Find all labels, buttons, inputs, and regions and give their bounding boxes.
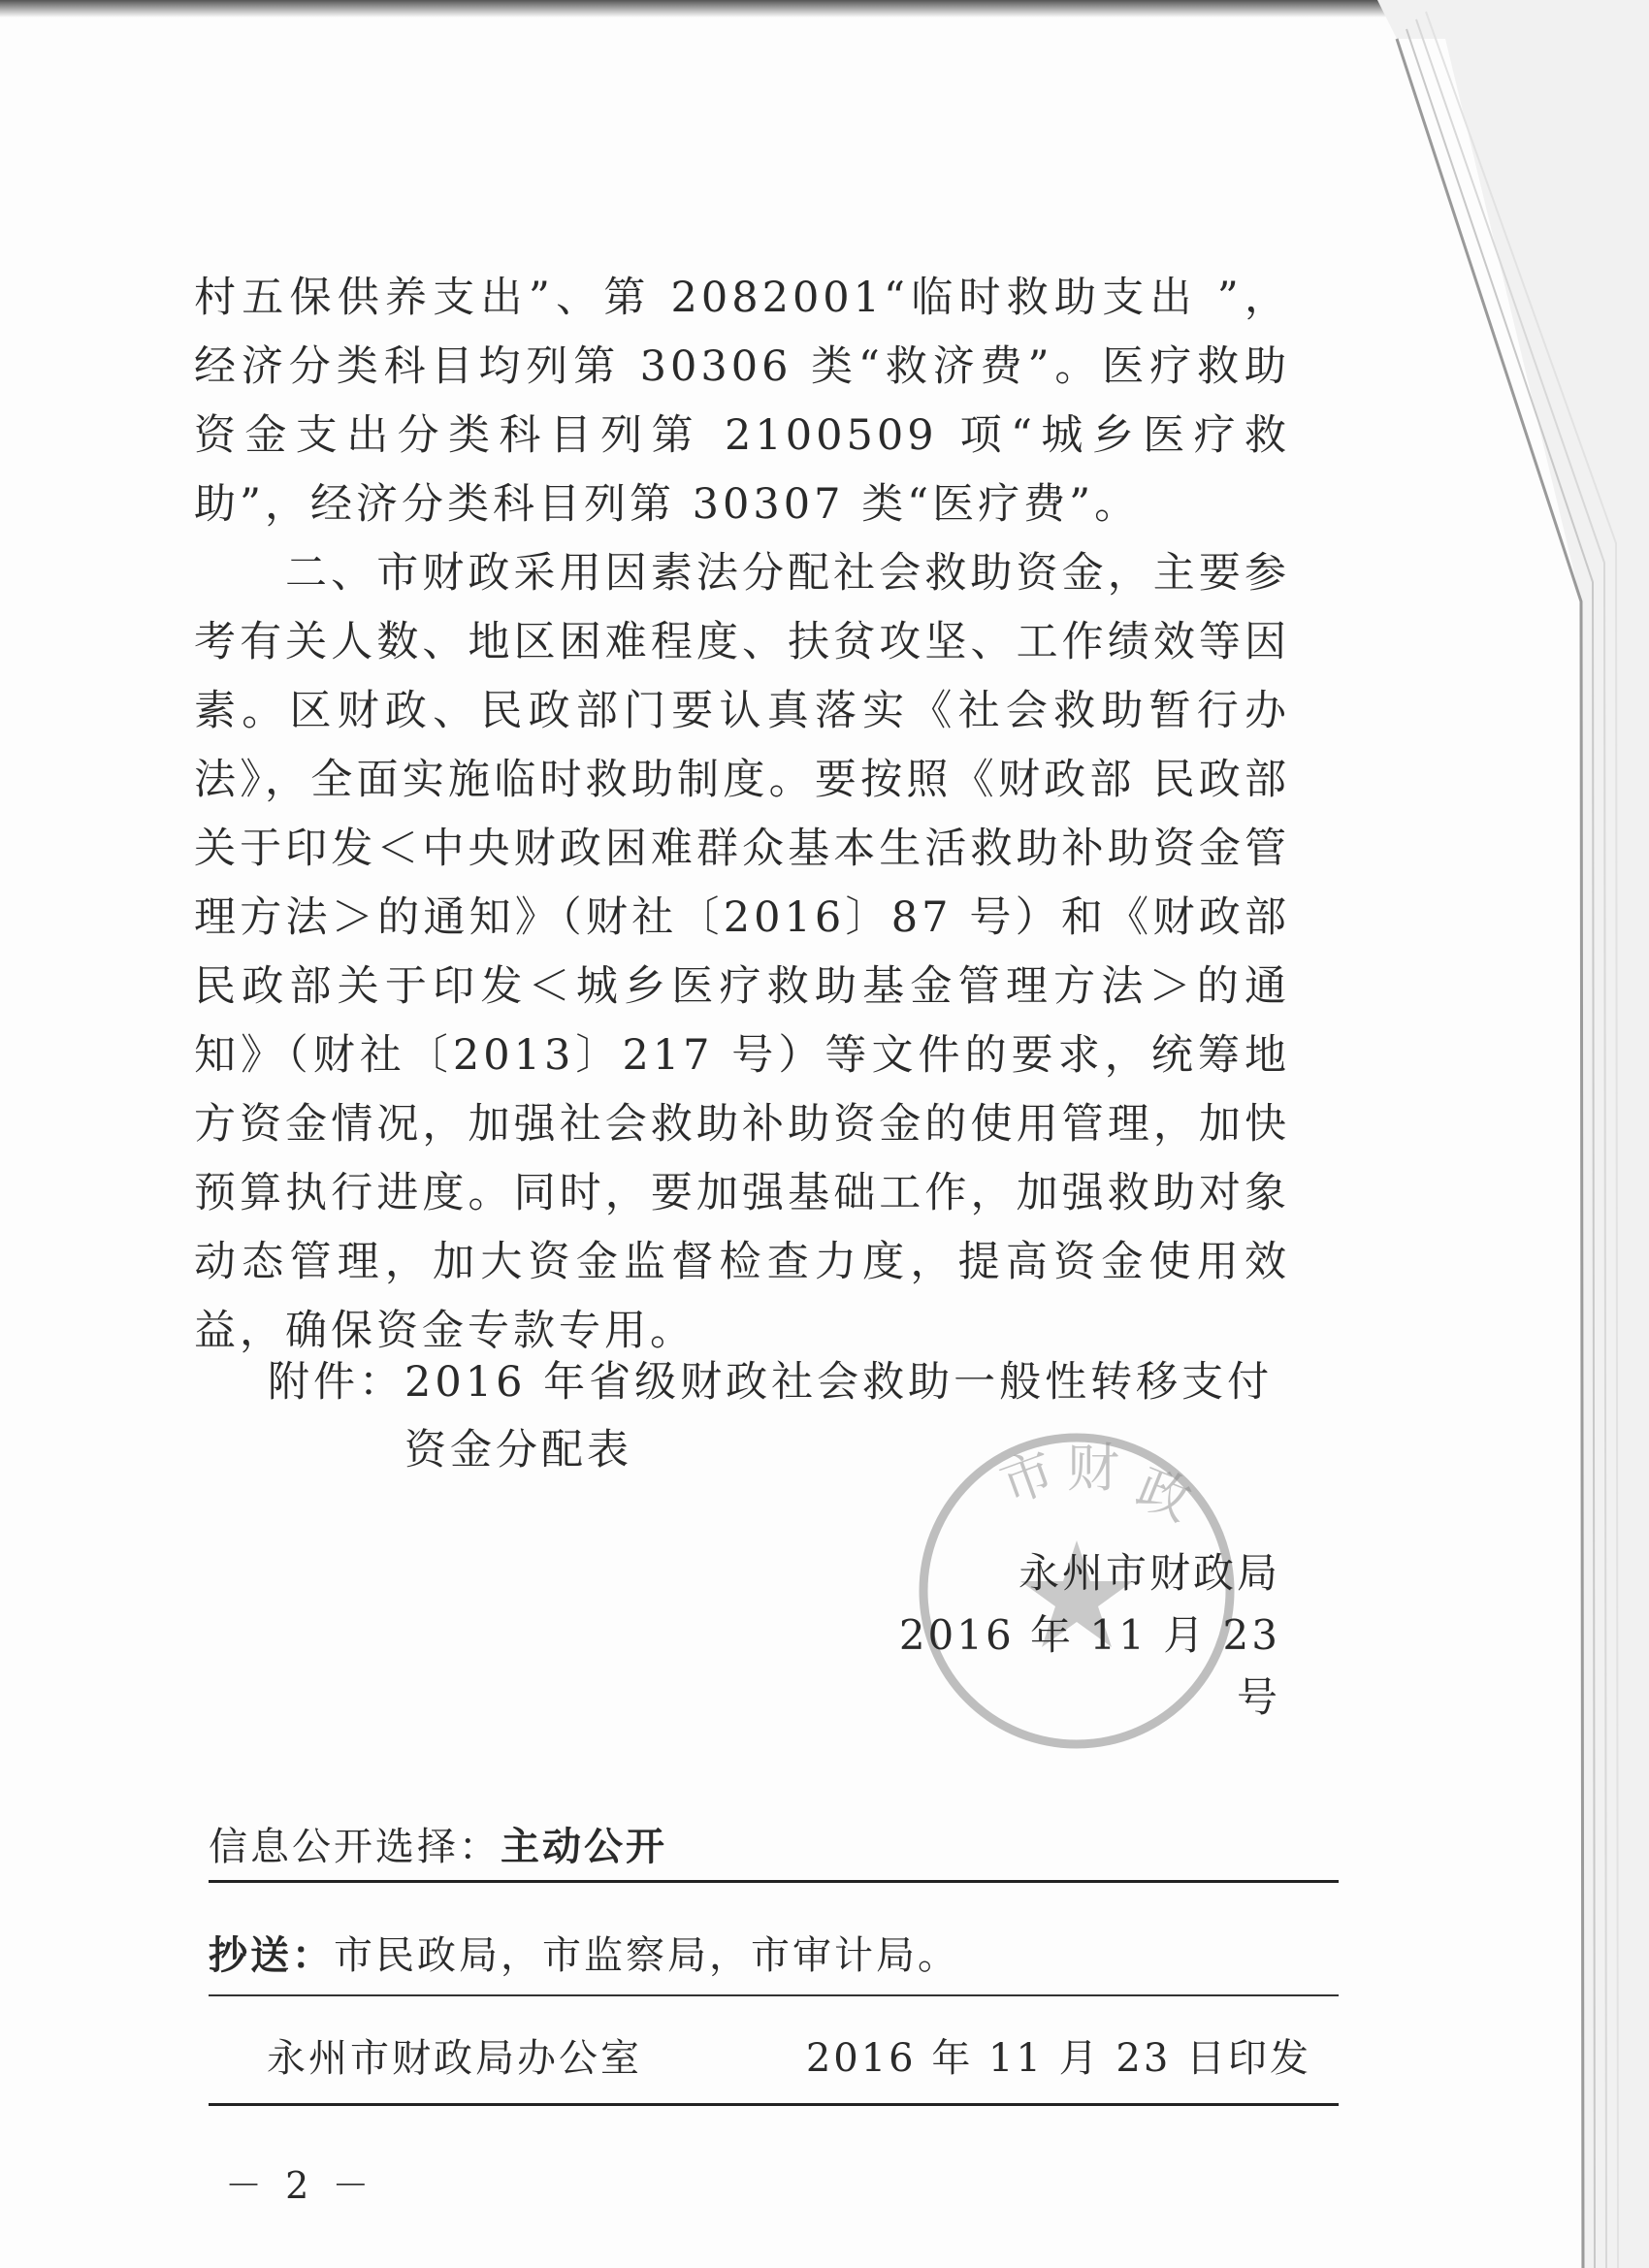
signature-organization: 永州市财政局 — [1018, 1549, 1280, 1597]
disclosure-line — [209, 1816, 1339, 1871]
scan-top-edge — [0, 0, 1649, 17]
cc-label: 抄送： — [209, 1932, 334, 1978]
page-number: － 2 － — [225, 2164, 375, 2207]
issue-date: 2016 年 11 月 23 日印发 — [805, 2036, 1311, 2081]
disclosure-value: 主动公开 — [501, 1824, 667, 1869]
svg-text:财: 财 — [1067, 1438, 1119, 1499]
cc-line — [209, 1925, 1339, 1980]
cc-recipients: 市民政局，市监察局，市审计局。 — [334, 1933, 959, 1978]
attachment-label: 附件： — [268, 1358, 404, 1407]
signature-date: 2016 年 11 月 23 号 — [898, 1611, 1280, 1721]
issuer-line — [209, 2027, 1339, 2083]
footer-rule-bottom — [209, 2103, 1339, 2106]
issuer-office: 永州市财政局办公室 — [267, 2036, 642, 2081]
body-text — [194, 264, 1290, 1366]
svg-text:市: 市 — [991, 1440, 1063, 1516]
footer-rule-top — [209, 1880, 1339, 1883]
attachment-title: 2016 年省级财政社会救助一般性转移支付资金分配表 — [404, 1358, 1274, 1474]
footer-rule-middle — [209, 1994, 1339, 1996]
paragraph-allocation: 二、市财政采用因素法分配社会救助资金，主要参考有关人数、地区困难程度、扶贫攻坚、工作绩效等因素。区财政、民政部门要认真落实《社会救助暂行办法》，全面实施临时救助制度。要按照《财政部 民政部关于印发＜中央财政困难群众基本生活救助补助资金管理方法＞的通知》（财社〔2016〕87 号）和《财政部 民政部关于印发＜城乡医疗救助基金管理方法＞的通知》（财社〔2013〕217 号）等文件的要求，统筹地方资金情况，加强社会救助补助资金的使用管理，加快预算执行进度。同时，要加强基础工作，加强救助对象动态管理，加大资金监督检查力度，提高资金使用效益，确保资金专款专用。 — [194, 549, 1290, 1355]
svg-text:政: 政 — [1128, 1456, 1200, 1534]
attachment-line — [268, 1348, 1296, 1484]
disclosure-label: 信息公开选择： — [209, 1825, 501, 1869]
folded-sheet-edge — [1339, 0, 1649, 2268]
signature-block — [873, 1542, 1280, 1729]
paragraph-continuation: 村五保供养支出”、第 2082001“临时救助支出 ”，经济分类科目均列第 30306 类“救济费”。医疗救助资金支出分类科目列第 2100509 项“城乡医疗救助”，经济分类科目列第 30307 类“医疗费”。 — [194, 274, 1290, 529]
